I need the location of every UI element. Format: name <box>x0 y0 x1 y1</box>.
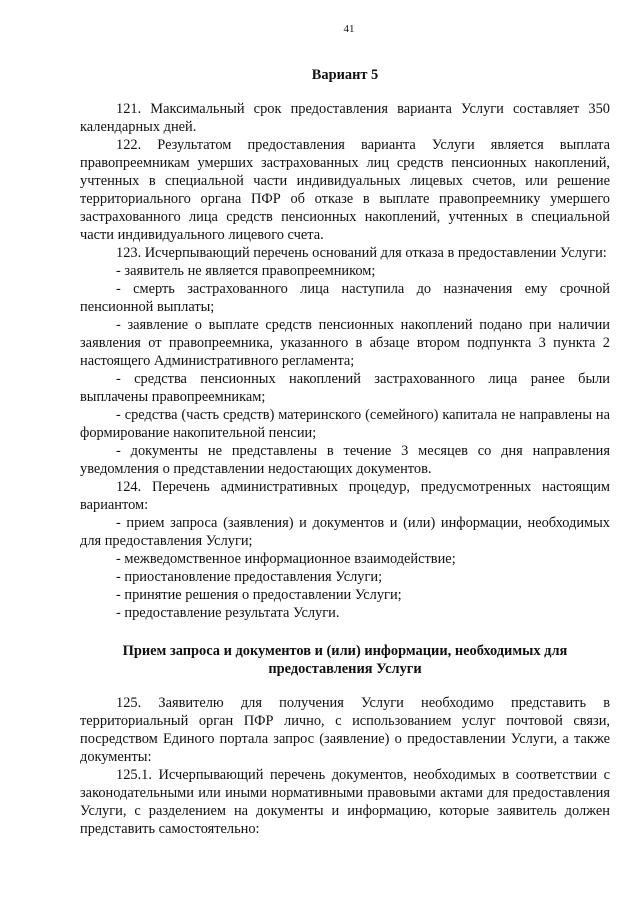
paragraph-124: 124. Перечень административных процедур, предусмотренных настоящим вариантом: <box>80 479 610 513</box>
paragraph-123: 123. Исчерпывающий перечень оснований для отказа в предоставлении Услуги: <box>116 245 607 261</box>
paragraph-125: 125. Заявителю для получения Услуги необходимо представить в территориальный орган ПФР лично, с использованием услуг почтовой связи, посредством Единого портала запрос (заявление) о предоставлении Услуги, а также документы: <box>80 695 610 765</box>
variant-heading: Вариант 5 <box>311 67 379 83</box>
page-number: 41 <box>343 23 355 35</box>
section-heading: Прием запроса и документов и (или) информации, необходимых для предоставления Услуги <box>122 643 568 677</box>
procedure-item: - предоставление результата Услуги. <box>116 605 340 621</box>
refusal-item: - средства (часть средств) материнского (семейного) капитала не направлены на формирование накопительной пенсии; <box>80 407 610 441</box>
refusal-item: - документы не представлены в течение 3 месяцев со дня направления уведомления о представлении недостающих документов. <box>80 443 610 477</box>
paragraph-121: 121. Максимальный срок предоставления варианта Услуги составляет 350 календарных дней. <box>80 101 610 135</box>
refusal-item: - средства пенсионных накоплений застрахованного лица ранее были выплачены правопреемникам; <box>80 371 610 405</box>
procedure-item: - приостановление предоставления Услуги; <box>116 569 383 585</box>
procedure-item: - прием запроса (заявления) и документов и (или) информации, необходимых для предоставления Услуги; <box>80 515 610 549</box>
refusal-item: - заявитель не является правопреемником; <box>116 263 376 279</box>
procedure-item: - принятие решения о предоставлении Услуги; <box>116 587 402 603</box>
refusal-item: - смерть застрахованного лица наступила до назначения ему срочной пенсионной выплаты; <box>80 281 610 315</box>
document-page <box>80 22 610 838</box>
refusal-item: - заявление о выплате средств пенсионных накоплений подано при наличии заявления от правопреемника, указанного в абзаце втором подпункта 3 пункта 2 настоящего Административного регламента; <box>80 317 610 369</box>
paragraph-125-1: 125.1. Исчерпывающий перечень документов, необходимых в соответствии с законодательными или иными нормативными правовыми актами для предоставления Услуги, с разделением на документы и информацию, которые заявитель должен представить самостоятельно: <box>80 767 610 837</box>
paragraph-122: 122. Результатом предоставления варианта Услуги является выплата правопреемникам умерших застрахованных лиц средств пенсионных накоплений, учтенных в специальной части индивидуальных лицевых счетов, или решение территориального органа ПФР об отказе в выплате правопреемнику умершего застрахованного лица средств пенсионных накоплений, учтенных в специальной части индивидуального лицевого счета. <box>80 137 610 243</box>
procedure-item: - межведомственное информационное взаимодействие; <box>116 551 456 567</box>
